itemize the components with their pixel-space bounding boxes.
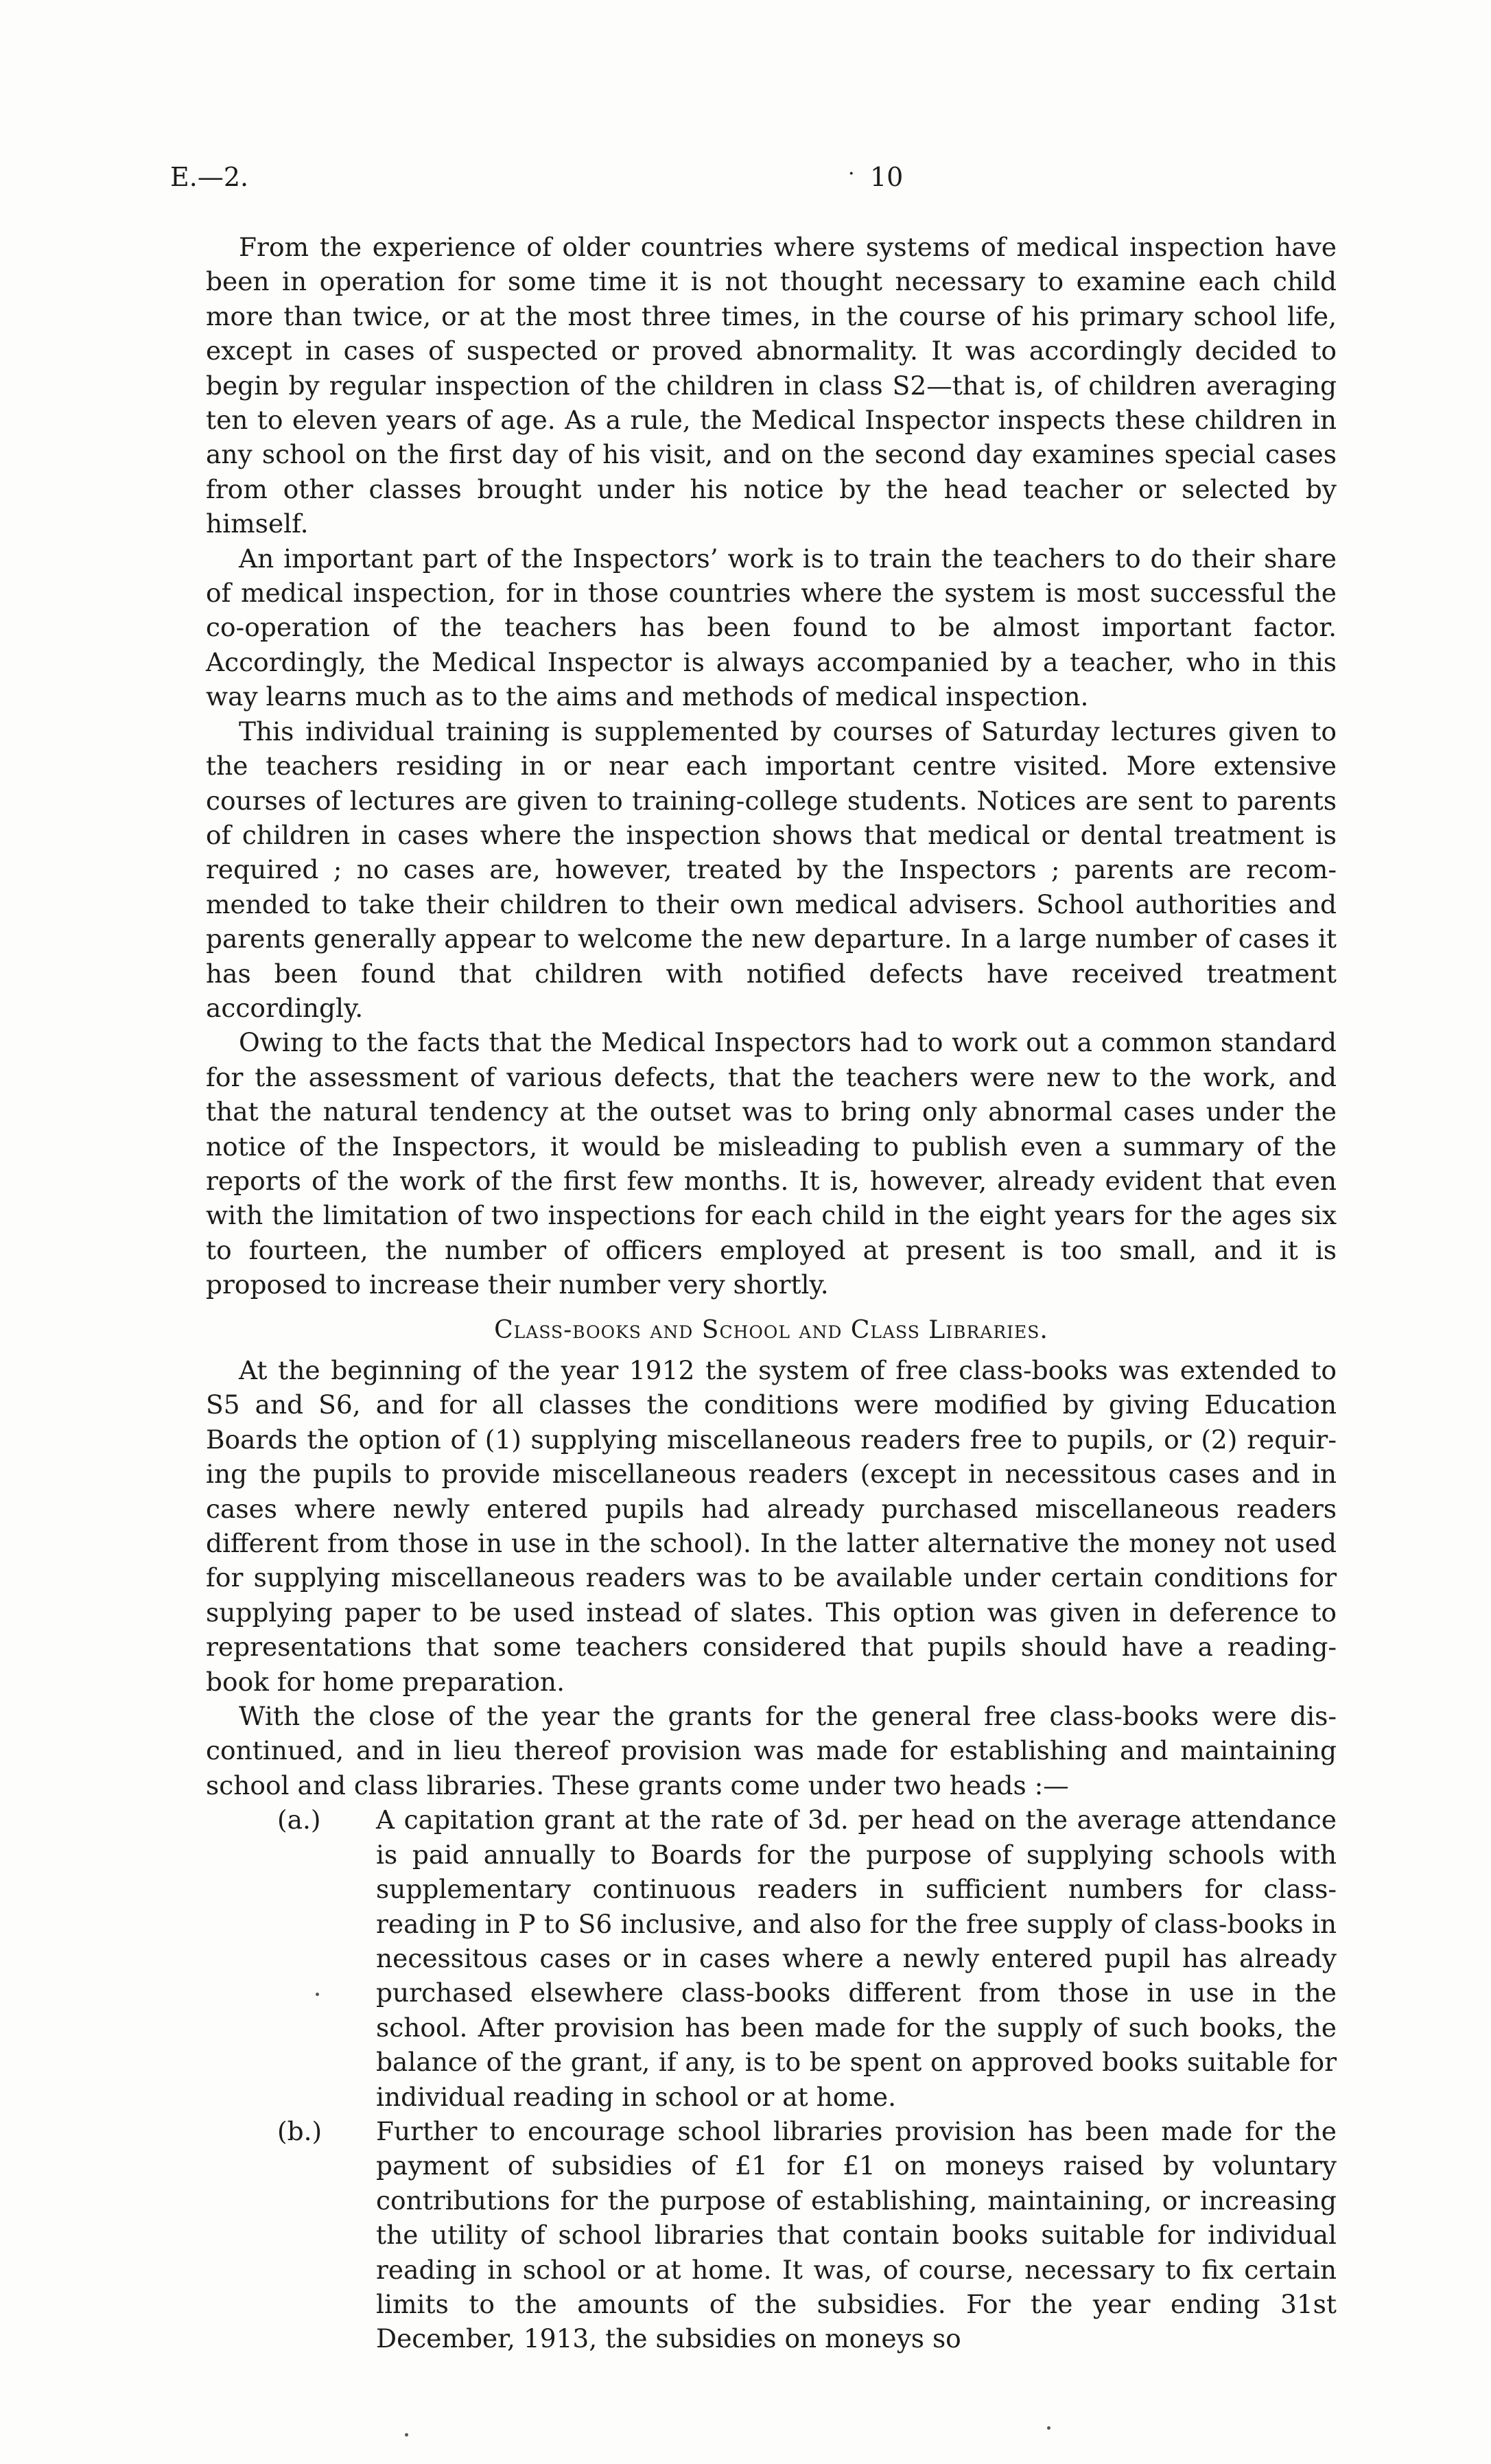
list-marker: (b.)	[277, 2115, 322, 2146]
list-item-text: Further to encourage school libraries provision has been made for the payment of subsidies of £1 for £1 on moneys raised by voluntary contributions for the purpose of establishing, maintaining, or increasing the utility of school libraries that contain books suitable for individual reading in school or at home. It was, of course, necessary to fix certain limits to the amounts of the subsidies. For the year ending 31st December, 1913, the subsidies on moneys so	[376, 2115, 1337, 2354]
paragraph-inspectors-work: An important part of the Inspectors’ work is to train the teachers to do their share of medical inspection, for in those countries where the system is most successful the co-operation of the teachers has been found to be almost important factor. Accordingly, the Medical Inspector is always accompanied by a teacher, who in this way learns much as to the aims and methods of medical inspection.	[206, 543, 1337, 712]
paragraph-individual-training: This individual training is supplemented by courses of Saturday lectures given to the teachers residing in or near each important centre visited. More extensive courses of lectures are given to training-college students. Notices are sent to parents of children in cases where the inspection shows that medical or dental treatment is required ; no cases are, however, treated by the Inspectors ; parents are recommended to take their children to their own medical advisers. School authorities and parents generally appear to welcome the new departure. In a large number of cases it has been found that children with notified defects have received treatment accordingly.	[206, 716, 1337, 1023]
document-code: E.—2.	[170, 162, 249, 192]
page-number: 10	[870, 162, 904, 192]
list-item-library-subsidies	[206, 2114, 1337, 2356]
list-marker: (a.)	[277, 1805, 321, 1835]
list-item-text: A capitation grant at the rate of 3d. per head on the average attendance is paid annually to Boards for the purpose of supplying schools with supplementary continuous readers in sufficient numbers for class-reading in P to S6 inclusive, and also for the free supply of class-books in necessitous cases or in cases where a newly entered pupil has already purchased elsewhere class-books different from those in use in the school. After provision has been made for the supply of such books, the balance of the grant, if any, is to be spent on approved books suitable for individual reading in school or at home.	[376, 1805, 1337, 2112]
section-heading: Class-books and School and Class Libraries.	[494, 1315, 1048, 1344]
paragraph-medical-inspection-intro: From the experience of older countries where systems of medical inspection have been in operation for some time it is not thought necessary to examine each child more than twice, or at the most three times, in the course of his primary school life, except in cases of suspected or proved abnormality. It was accordingly decided to begin by regular inspection of the children in class S2—that is, of children averaging ten to eleven years of age. As a rule, the Medical Inspector inspects these children in any school on the first day of his visit, and on the second day examines special cases from other classes brought under his notice by the head teacher or selected by himself.	[206, 232, 1337, 539]
stray-print-mark	[316, 1993, 319, 1996]
paragraph-free-class-books: At the beginning of the year 1912 the system of free class-books was extended to S5 and S6, and for all classes the conditions were modified by giving Education Boards the option of (1) supplying miscellaneous readers free to pupils, or (2) requiring the pupils to provide miscellaneous readers (except in necessitous cases and in cases where newly entered pupils had already purchased miscellaneous readers different from those in use in the school). In the latter alternative the money not used for supplying miscellaneous readers was to be available under certain conditions for supplying paper to be used instead of slates. This option was given in deference to representations that some teachers considered that pupils should have a reading-book for home preparation.	[206, 1355, 1337, 1697]
page-header	[170, 162, 1337, 203]
paragraph-grants-discontinued: With the close of the year the grants for the general free class-books were discontinued, and in lieu thereof provision was made for establishing and maintaining school and class libraries. These grants come under two heads :—	[206, 1701, 1337, 1800]
paragraph-reports-summary: Owing to the facts that the Medical Inspectors had to work out a common standard for the assessment of various defects, that the teachers were new to the work, and that the natural tendency at the outset was to bring only abnormal cases under the notice of the Inspectors, it would be misleading to publish even a summary of the reports of the work of the first few months. It is, however, already evident that even with the limitation of two inspections for each child in the eight years for the ages six to fourteen, the number of officers employed at present is too small, and it is proposed to increase their number very shortly.	[206, 1027, 1337, 1300]
list-item-capitation-grant	[206, 1803, 1337, 2114]
stray-print-mark	[1047, 2426, 1050, 2430]
stray-print-mark	[405, 2433, 408, 2437]
body-text	[206, 230, 1337, 2356]
header-dot-mark: ·	[848, 162, 855, 186]
